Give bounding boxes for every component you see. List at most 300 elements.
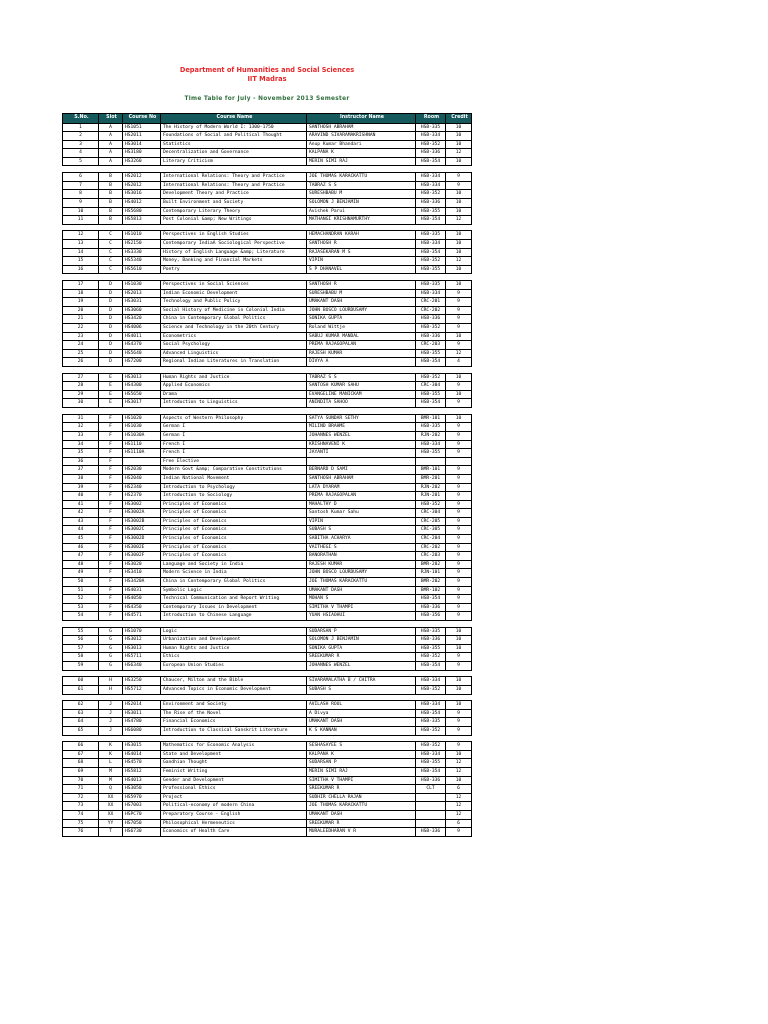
- cell-instructor: JOE THOMAS KARACKATTU: [307, 802, 416, 811]
- cell-course-no: HS3420A: [123, 578, 161, 587]
- cell-sno: 47: [63, 552, 99, 561]
- cell-slot: B: [99, 207, 123, 216]
- cell-slot: F: [99, 517, 123, 526]
- cell-course-no: HS1110A: [123, 449, 161, 458]
- col-credit: Credit: [446, 114, 472, 124]
- cell-credit: 9: [446, 653, 472, 662]
- cell-course-no: HS7050: [123, 819, 161, 828]
- cell-instructor: KALPANA K: [307, 750, 416, 759]
- cell-credit: 9: [446, 526, 472, 535]
- cell-slot: J: [99, 701, 123, 710]
- table-row: [63, 500, 472, 509]
- separator-cell: [416, 621, 446, 628]
- cell-sno: 13: [63, 240, 99, 249]
- table-row: [63, 358, 472, 367]
- table-row: [63, 595, 472, 604]
- cell-course-name: Perspectives in Social Sciences: [161, 281, 307, 290]
- cell-instructor: DIVYA A: [307, 358, 416, 367]
- cell-slot: F: [99, 500, 123, 509]
- cell-course-name: Principles of Economics: [161, 543, 307, 552]
- cell-course-name: Technology and Public Policy: [161, 298, 307, 307]
- cell-room: HSB-352: [416, 685, 446, 694]
- cell-credit: 10: [446, 390, 472, 399]
- cell-course-name: Principles of Economics: [161, 526, 307, 535]
- cell-course-no: HS7003: [123, 802, 161, 811]
- cell-room: HSB-334: [416, 750, 446, 759]
- separator-cell: [63, 735, 99, 742]
- cell-credit: 10: [446, 677, 472, 686]
- cell-credit: 12: [446, 802, 472, 811]
- cell-sno: 37: [63, 466, 99, 475]
- separator-cell: [446, 224, 472, 231]
- cell-course-name: Social Psychology: [161, 341, 307, 350]
- cell-course-name: Aspects of Western Philosophy: [161, 414, 307, 423]
- cell-sno: 45: [63, 535, 99, 544]
- cell-credit: 9: [446, 341, 472, 350]
- cell-instructor: RAJESH KUMAR: [307, 560, 416, 569]
- cell-room: RJN-202: [416, 483, 446, 492]
- cell-slot: XX: [99, 793, 123, 802]
- cell-course-name: Post Colonial &amp; New Writings: [161, 216, 307, 225]
- separator-cell: [123, 408, 161, 415]
- cell-credit: 10: [446, 750, 472, 759]
- cell-course-no: HS4570: [123, 759, 161, 768]
- cell-credit: 9: [446, 718, 472, 727]
- cell-instructor: VIPIN: [307, 517, 416, 526]
- cell-course-no: HS2150: [123, 240, 161, 249]
- cell-slot: E: [99, 399, 123, 408]
- cell-course-no: HS5650: [123, 390, 161, 399]
- cell-slot: F: [99, 586, 123, 595]
- cell-instructor: KALPANA K: [307, 149, 416, 158]
- group-separator: [63, 224, 472, 231]
- cell-room: HSB-336: [416, 198, 446, 207]
- cell-credit: 9: [446, 509, 472, 518]
- cell-instructor: SIVARAMALATHA B / CHITRA: [307, 677, 416, 686]
- cell-sno: 52: [63, 595, 99, 604]
- cell-sno: 60: [63, 677, 99, 686]
- table-row: [63, 382, 472, 391]
- cell-slot: D: [99, 306, 123, 315]
- cell-credit: 9: [446, 828, 472, 837]
- cell-course-no: HS3002F: [123, 552, 161, 561]
- separator-cell: [99, 166, 123, 173]
- cell-sno: 42: [63, 509, 99, 518]
- cell-slot: F: [99, 474, 123, 483]
- cell-instructor: SREEKUMAR R: [307, 653, 416, 662]
- cell-instructor: SUDHIR CHELLA RAJAN: [307, 793, 416, 802]
- separator-cell: [307, 735, 416, 742]
- separator-cell: [99, 621, 123, 628]
- institute-name: IIT Madras: [247, 75, 287, 83]
- cell-room: HSB-334: [416, 132, 446, 141]
- cell-instructor: LATA DYARAM: [307, 483, 416, 492]
- cell-course-no: HS4014: [123, 750, 161, 759]
- table-row: [63, 526, 472, 535]
- cell-course-no: HS3410: [123, 569, 161, 578]
- cell-course-no: HS4012: [123, 198, 161, 207]
- cell-credit: 9: [446, 578, 472, 587]
- cell-sno: 39: [63, 483, 99, 492]
- col-course-no: Course No: [123, 114, 161, 124]
- cell-room: HSB-354: [416, 709, 446, 718]
- cell-course-no: HS6730: [123, 828, 161, 837]
- cell-credit: 9: [446, 298, 472, 307]
- cell-course-no: HS3013: [123, 373, 161, 382]
- cell-slot: A: [99, 123, 123, 132]
- cell-sno: 36: [63, 457, 99, 466]
- cell-slot: A: [99, 140, 123, 149]
- cell-course-name: Foundations of Social and Political Thought: [161, 132, 307, 141]
- group-separator: [63, 408, 472, 415]
- table-row: [63, 569, 472, 578]
- cell-course-no: HS3180: [123, 149, 161, 158]
- cell-sno: 64: [63, 718, 99, 727]
- cell-instructor: YUAN HSIAOHUI: [307, 612, 416, 621]
- cell-sno: 4: [63, 149, 99, 158]
- cell-instructor: HEMACHANDRAN KARAH: [307, 231, 416, 240]
- separator-cell: [63, 621, 99, 628]
- cell-room: CRC-203: [416, 341, 446, 350]
- separator-cell: [307, 274, 416, 281]
- cell-room: HSB-352: [416, 140, 446, 149]
- cell-course-no: HS3050: [123, 785, 161, 794]
- cell-slot: J: [99, 718, 123, 727]
- cell-slot: F: [99, 509, 123, 518]
- cell-course-name: Introduction to Classical Sanskrit Literature: [161, 727, 307, 736]
- cell-sno: 51: [63, 586, 99, 595]
- cell-room: HSB-352: [416, 727, 446, 736]
- cell-sno: 61: [63, 685, 99, 694]
- cell-instructor: SUDARSAN P: [307, 759, 416, 768]
- cell-sno: 29: [63, 390, 99, 399]
- table-row: [63, 257, 472, 266]
- cell-course-name: Language and Society in India: [161, 560, 307, 569]
- cell-slot: F: [99, 543, 123, 552]
- col-slot: Slot: [99, 114, 123, 124]
- table-row: [63, 492, 472, 501]
- cell-sno: 66: [63, 742, 99, 751]
- cell-room: HSB-336: [416, 149, 446, 158]
- cell-slot: F: [99, 526, 123, 535]
- cell-course-name: Econometrics: [161, 332, 307, 341]
- cell-room: HSB-334: [416, 677, 446, 686]
- cell-room: HSB-352: [416, 500, 446, 509]
- cell-course-no: HS3002A: [123, 509, 161, 518]
- cell-room: HSB-335: [416, 123, 446, 132]
- separator-cell: [99, 274, 123, 281]
- cell-room: HSB-352: [416, 257, 446, 266]
- cell-slot: K: [99, 742, 123, 751]
- cell-course-no: HS1051: [123, 123, 161, 132]
- cell-credit: 9: [446, 603, 472, 612]
- separator-cell: [123, 670, 161, 677]
- department-title: Department of Humanities and Social Sciences: [179, 66, 355, 74]
- separator-cell: [123, 367, 161, 374]
- table-row: [63, 644, 472, 653]
- cell-sno: 70: [63, 776, 99, 785]
- cell-slot: XX: [99, 811, 123, 820]
- cell-room: BMR-202: [416, 578, 446, 587]
- col-sno: S.No.: [63, 114, 99, 124]
- cell-course-name: Principles of Economics: [161, 500, 307, 509]
- table-row: [63, 248, 472, 257]
- cell-slot: D: [99, 341, 123, 350]
- cell-sno: 58: [63, 653, 99, 662]
- cell-room: HSB-334: [416, 173, 446, 182]
- separator-cell: [307, 367, 416, 374]
- cell-credit: 10: [446, 231, 472, 240]
- cell-room: HSB-334: [416, 440, 446, 449]
- header-row: [63, 114, 472, 124]
- table-row: [63, 440, 472, 449]
- cell-course-name: Contemporary Literary Theory: [161, 207, 307, 216]
- cell-room: HSB-336: [416, 828, 446, 837]
- cell-credit: 9: [446, 440, 472, 449]
- cell-course-no: HS5711: [123, 653, 161, 662]
- cell-instructor: SUDARSAN P: [307, 627, 416, 636]
- separator-cell: [416, 224, 446, 231]
- cell-sno: 57: [63, 644, 99, 653]
- cell-course-no: HS3002E: [123, 543, 161, 552]
- cell-sno: 68: [63, 759, 99, 768]
- cell-room: HSB-336: [416, 603, 446, 612]
- cell-course-no: HS5610: [123, 265, 161, 274]
- cell-course-name: Introduction to Linguistics: [161, 399, 307, 408]
- cell-sno: 11: [63, 216, 99, 225]
- cell-credit: 12: [446, 149, 472, 158]
- cell-course-name: German I: [161, 423, 307, 432]
- cell-slot: E: [99, 390, 123, 399]
- cell-instructor: SREEKUMAR R: [307, 819, 416, 828]
- cell-slot: K: [99, 750, 123, 759]
- cell-slot: L: [99, 759, 123, 768]
- cell-room: CLT: [416, 785, 446, 794]
- cell-course-name: Development Theory and Practice: [161, 190, 307, 199]
- cell-instructor: EVANGELINE MANICKAM: [307, 390, 416, 399]
- cell-instructor: SONIKA GUPTA: [307, 315, 416, 324]
- separator-cell: [63, 274, 99, 281]
- cell-credit: 9: [446, 560, 472, 569]
- cell-course-no: HS4780: [123, 718, 161, 727]
- cell-sno: 49: [63, 569, 99, 578]
- cell-instructor: MATHANGI KRISHNAMURTHY: [307, 216, 416, 225]
- cell-room: [416, 802, 446, 811]
- cell-course-name: French I: [161, 440, 307, 449]
- cell-slot: C: [99, 240, 123, 249]
- cell-credit: 9: [446, 399, 472, 408]
- cell-course-no: HS3014: [123, 140, 161, 149]
- cell-course-no: HS2011: [123, 132, 161, 141]
- cell-instructor: RAJESH KUMAR: [307, 349, 416, 358]
- cell-credit: 10: [446, 373, 472, 382]
- cell-instructor: SURESHBABU M: [307, 190, 416, 199]
- cell-credit: 9: [446, 500, 472, 509]
- table-row: [63, 231, 472, 240]
- cell-sno: 6: [63, 173, 99, 182]
- cell-sno: 69: [63, 768, 99, 777]
- cell-course-name: Modern Science in India: [161, 569, 307, 578]
- cell-slot: H: [99, 677, 123, 686]
- separator-cell: [416, 367, 446, 374]
- cell-course-name: Feminist Writing: [161, 768, 307, 777]
- separator-cell: [99, 408, 123, 415]
- cell-room: HSB-335: [416, 627, 446, 636]
- separator-cell: [446, 670, 472, 677]
- table-row: [63, 281, 472, 290]
- cell-course-name: Professional Ethics: [161, 785, 307, 794]
- cell-sno: 74: [63, 811, 99, 820]
- cell-course-name: China in Contemporary Global Politics: [161, 578, 307, 587]
- cell-sno: 38: [63, 474, 99, 483]
- cell-course-no: HS4300: [123, 382, 161, 391]
- table-row: [63, 662, 472, 671]
- cell-course-name: Preparatory Course - English: [161, 811, 307, 820]
- cell-credit: 9: [446, 517, 472, 526]
- cell-course-name: Statistics: [161, 140, 307, 149]
- cell-room: CRC-203: [416, 552, 446, 561]
- table-row: [63, 149, 472, 158]
- separator-cell: [63, 408, 99, 415]
- cell-course-name: China in Contemporary Global Politics: [161, 315, 307, 324]
- table-row: [63, 315, 472, 324]
- cell-sno: 20: [63, 306, 99, 315]
- cell-credit: 9: [446, 474, 472, 483]
- cell-course-name: Financial Economics: [161, 718, 307, 727]
- cell-sno: 30: [63, 399, 99, 408]
- cell-slot: T: [99, 828, 123, 837]
- cell-credit: 12: [446, 793, 472, 802]
- table-row: [63, 543, 472, 552]
- cell-slot: D: [99, 324, 123, 333]
- table-row: [63, 190, 472, 199]
- table-row: [63, 603, 472, 612]
- table-row: [63, 517, 472, 526]
- cell-slot: B: [99, 181, 123, 190]
- cell-course-no: HS6080: [123, 727, 161, 736]
- cell-sno: 28: [63, 382, 99, 391]
- cell-credit: 12: [446, 759, 472, 768]
- cell-credit: 9: [446, 173, 472, 182]
- cell-slot: A: [99, 157, 123, 166]
- cell-course-no: HS2012: [123, 181, 161, 190]
- cell-course-name: Symbolic Logic: [161, 586, 307, 595]
- table-row: [63, 742, 472, 751]
- cell-credit: 10: [446, 636, 472, 645]
- cell-sno: 1: [63, 123, 99, 132]
- cell-course-no: HS1020: [123, 414, 161, 423]
- table-row: [63, 759, 472, 768]
- cell-room: BMR-201: [416, 474, 446, 483]
- table-row: [63, 306, 472, 315]
- separator-cell: [416, 670, 446, 677]
- table-row: [63, 399, 472, 408]
- cell-instructor: MERIN SIMI RAJ: [307, 157, 416, 166]
- table-row: [63, 811, 472, 820]
- cell-course-no: HS1070: [123, 627, 161, 636]
- table-row: [63, 173, 472, 182]
- cell-room: RJN-101: [416, 569, 446, 578]
- cell-room: BMR-202: [416, 560, 446, 569]
- cell-credit: 10: [446, 265, 472, 274]
- cell-slot: G: [99, 636, 123, 645]
- separator-cell: [307, 694, 416, 701]
- cell-room: HSB-354: [416, 248, 446, 257]
- cell-slot: F: [99, 569, 123, 578]
- cell-instructor: JOHN BOSCO LOURDUSAMY: [307, 306, 416, 315]
- cell-course-name: Principles of Economics: [161, 509, 307, 518]
- table-row: [63, 776, 472, 785]
- col-course-name: Course Name: [161, 114, 307, 124]
- cell-room: HSB-355: [416, 644, 446, 653]
- cell-course-name: Project: [161, 793, 307, 802]
- cell-sno: 50: [63, 578, 99, 587]
- cell-sno: 62: [63, 701, 99, 710]
- cell-slot: H: [99, 685, 123, 694]
- cell-slot: F: [99, 612, 123, 621]
- separator-cell: [416, 735, 446, 742]
- cell-credit: 10: [446, 190, 472, 199]
- cell-sno: 18: [63, 289, 99, 298]
- cell-course-no: HS5712: [123, 685, 161, 694]
- table-row: [63, 552, 472, 561]
- table-row: [63, 157, 472, 166]
- cell-room: HSB-352: [416, 742, 446, 751]
- cell-instructor: JOE THOMAS KARACKATTU: [307, 578, 416, 587]
- table-row: [63, 709, 472, 718]
- cell-sno: 23: [63, 332, 99, 341]
- cell-sno: 72: [63, 793, 99, 802]
- cell-credit: 10: [446, 123, 472, 132]
- separator-cell: [99, 670, 123, 677]
- separator-cell: [63, 224, 99, 231]
- cell-instructor: BANORATHAN: [307, 552, 416, 561]
- cell-course-name: Perspectives in English Studies: [161, 231, 307, 240]
- separator-cell: [123, 166, 161, 173]
- separator-cell: [446, 735, 472, 742]
- table-row: [63, 414, 472, 423]
- cell-slot: B: [99, 173, 123, 182]
- cell-room: CRC-304: [416, 509, 446, 518]
- cell-room: HSB-336: [416, 776, 446, 785]
- cell-credit: 9: [446, 492, 472, 501]
- cell-slot: J: [99, 709, 123, 718]
- separator-cell: [307, 621, 416, 628]
- cell-credit: 9: [446, 324, 472, 333]
- separator-cell: [161, 621, 307, 628]
- cell-instructor: SURESHBABU M: [307, 289, 416, 298]
- cell-course-name: Decentralization and Governance: [161, 149, 307, 158]
- cell-room: HSB-335: [416, 423, 446, 432]
- cell-slot: F: [99, 578, 123, 587]
- cell-credit: 12: [446, 768, 472, 777]
- cell-credit: 9: [446, 289, 472, 298]
- cell-course-name: Gandhian Thought: [161, 759, 307, 768]
- cell-room: HSB-354: [416, 399, 446, 408]
- group-separator: [63, 735, 472, 742]
- cell-room: HSB-355: [416, 349, 446, 358]
- cell-course-no: HS5970: [123, 793, 161, 802]
- cell-course-no: HS3017: [123, 399, 161, 408]
- cell-credit: 6: [446, 819, 472, 828]
- cell-sno: 46: [63, 543, 99, 552]
- separator-cell: [161, 166, 307, 173]
- cell-instructor: SANTHOSH ABRAHAM: [307, 474, 416, 483]
- cell-sno: 34: [63, 440, 99, 449]
- cell-credit: 12: [446, 216, 472, 225]
- cell-credit: [446, 457, 472, 466]
- separator-cell: [123, 621, 161, 628]
